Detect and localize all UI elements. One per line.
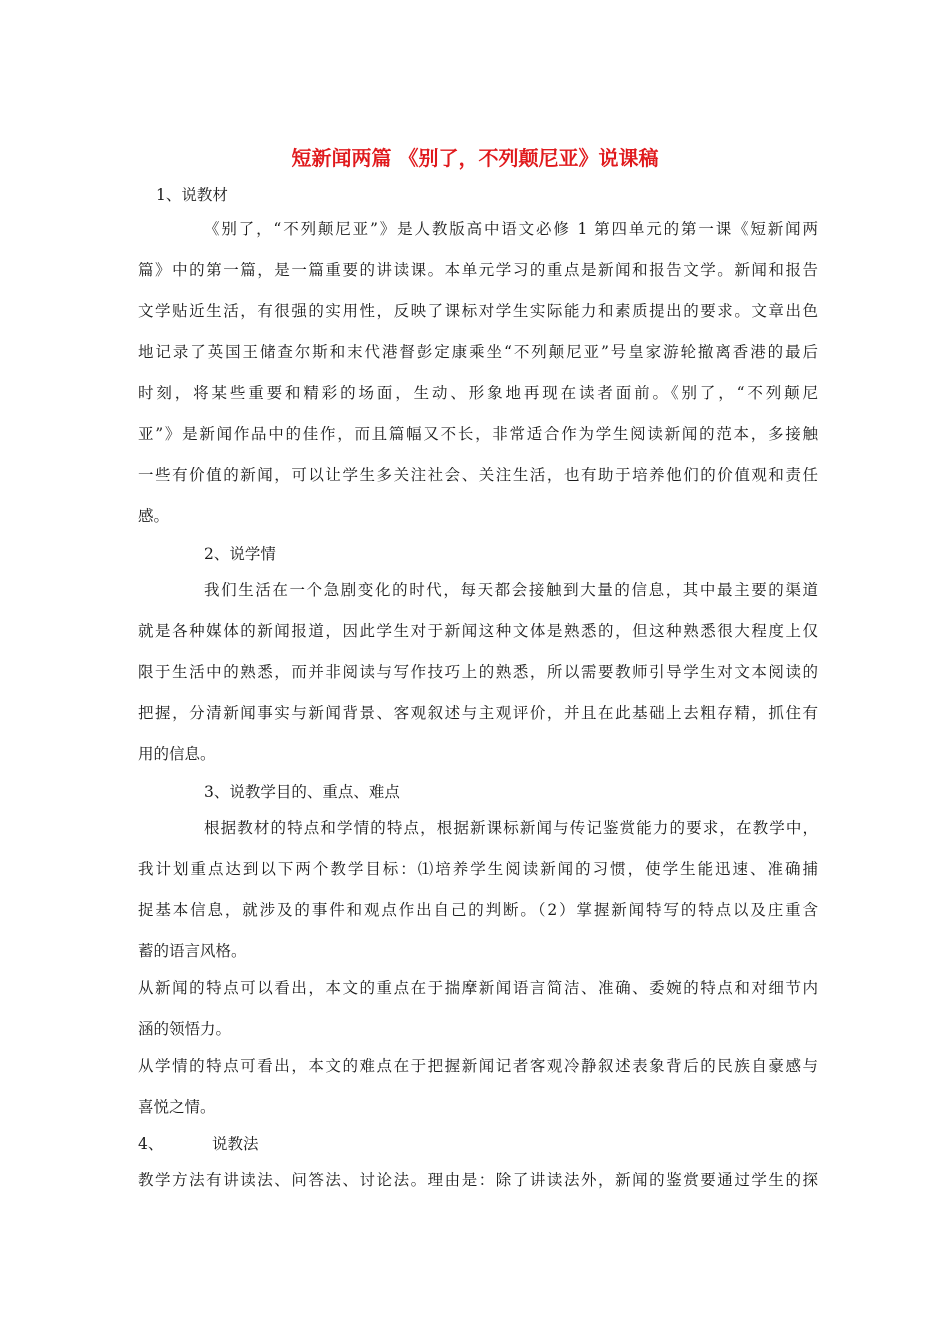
paragraph-line: 涵的领悟力。 — [138, 1020, 232, 1038]
section-number: 4、 — [138, 1135, 164, 1153]
paragraph-line: 捉基本信息，就涉及的事件和观点作出自己的判断。（2）掌握新闻特写的特点以及庄重含 — [138, 901, 818, 919]
paragraph-line: 《别了，“不列颠尼亚”》是人教版高中语文必修 1 第四单元的第一课《短新闻两 — [204, 220, 818, 238]
paragraph-line: 用的信息。 — [138, 745, 216, 763]
paragraph-line: 喜悦之情。 — [138, 1098, 216, 1116]
paragraph-line: 限于生活中的熟悉，而并非阅读与写作技巧上的熟悉，所以需要教师引导学生对文本阅读的 — [138, 663, 818, 681]
paragraph-line: 根据教材的特点和学情的特点，根据新课标新闻与传记鉴赏能力的要求，在教学中， — [204, 819, 818, 837]
paragraph-line: 地记录了英国王储查尔斯和末代港督彭定康乘坐“不列颠尼亚”号皇家游轮撤离香港的最后 — [138, 343, 818, 361]
paragraph-line: 一些有价值的新闻，可以让学生多关注社会、关注生活，也有助于培养他们的价值观和责任 — [138, 466, 818, 484]
paragraph-line: 教学方法有讲读法、问答法、讨论法。理由是：除了讲读法外，新闻的鉴赏要通过学生的探 — [138, 1171, 818, 1189]
paragraph-line: 亚”》是新闻作品中的佳作，而且篇幅又不长，非常适合作为学生阅读新闻的范本，多接触 — [138, 425, 818, 443]
section-heading: 说教法 — [212, 1135, 259, 1153]
paragraph-line: 我们生活在一个急剧变化的时代，每天都会接触到大量的信息，其中最主要的渠道 — [204, 581, 818, 599]
paragraph-line: 从新闻的特点可以看出，本文的重点在于揣摩新闻语言简洁、准确、委婉的特点和对细节内 — [138, 979, 818, 997]
paragraph-line: 把握，分清新闻事实与新闻背景、客观叙述与主观评价，并且在此基础上去粗存精，抓住有 — [138, 704, 818, 722]
paragraph-line: 蓄的语言风格。 — [138, 942, 247, 960]
paragraph-line: 我计划重点达到以下两个教学目标：⑴培养学生阅读新闻的习惯，使学生能迅速、准确捕 — [138, 860, 818, 878]
paragraph-line: 就是各种媒体的新闻报道，因此学生对于新闻这种文体是熟悉的，但这种熟悉很大程度上仅 — [138, 622, 818, 640]
paragraph-line: 感。 — [138, 507, 170, 525]
paragraph-line: 从学情的特点可看出，本文的难点在于把握新闻记者客观冷静叙述表象背后的民族自豪感与 — [138, 1057, 818, 1075]
paragraph-line: 文学贴近生活，有很强的实用性，反映了课标对学生实际能力和素质提出的要求。文章出色 — [138, 302, 818, 320]
section-heading: 1、说教材 — [156, 186, 228, 204]
paragraph-line: 时刻，将某些重要和精彩的场面，生动、形象地再现在读者面前。《别了，“不列颠尼 — [138, 384, 818, 402]
paragraph-line: 篇》中的第一篇，是一篇重要的讲读课。本单元学习的重点是新闻和报告文学。新闻和报告 — [138, 261, 818, 279]
document-title: 短新闻两篇 《别了，不列颠尼亚》说课稿 — [291, 146, 659, 170]
section-heading: 2、说学情 — [204, 545, 276, 563]
section-heading: 3、说教学目的、重点、难点 — [204, 783, 400, 801]
